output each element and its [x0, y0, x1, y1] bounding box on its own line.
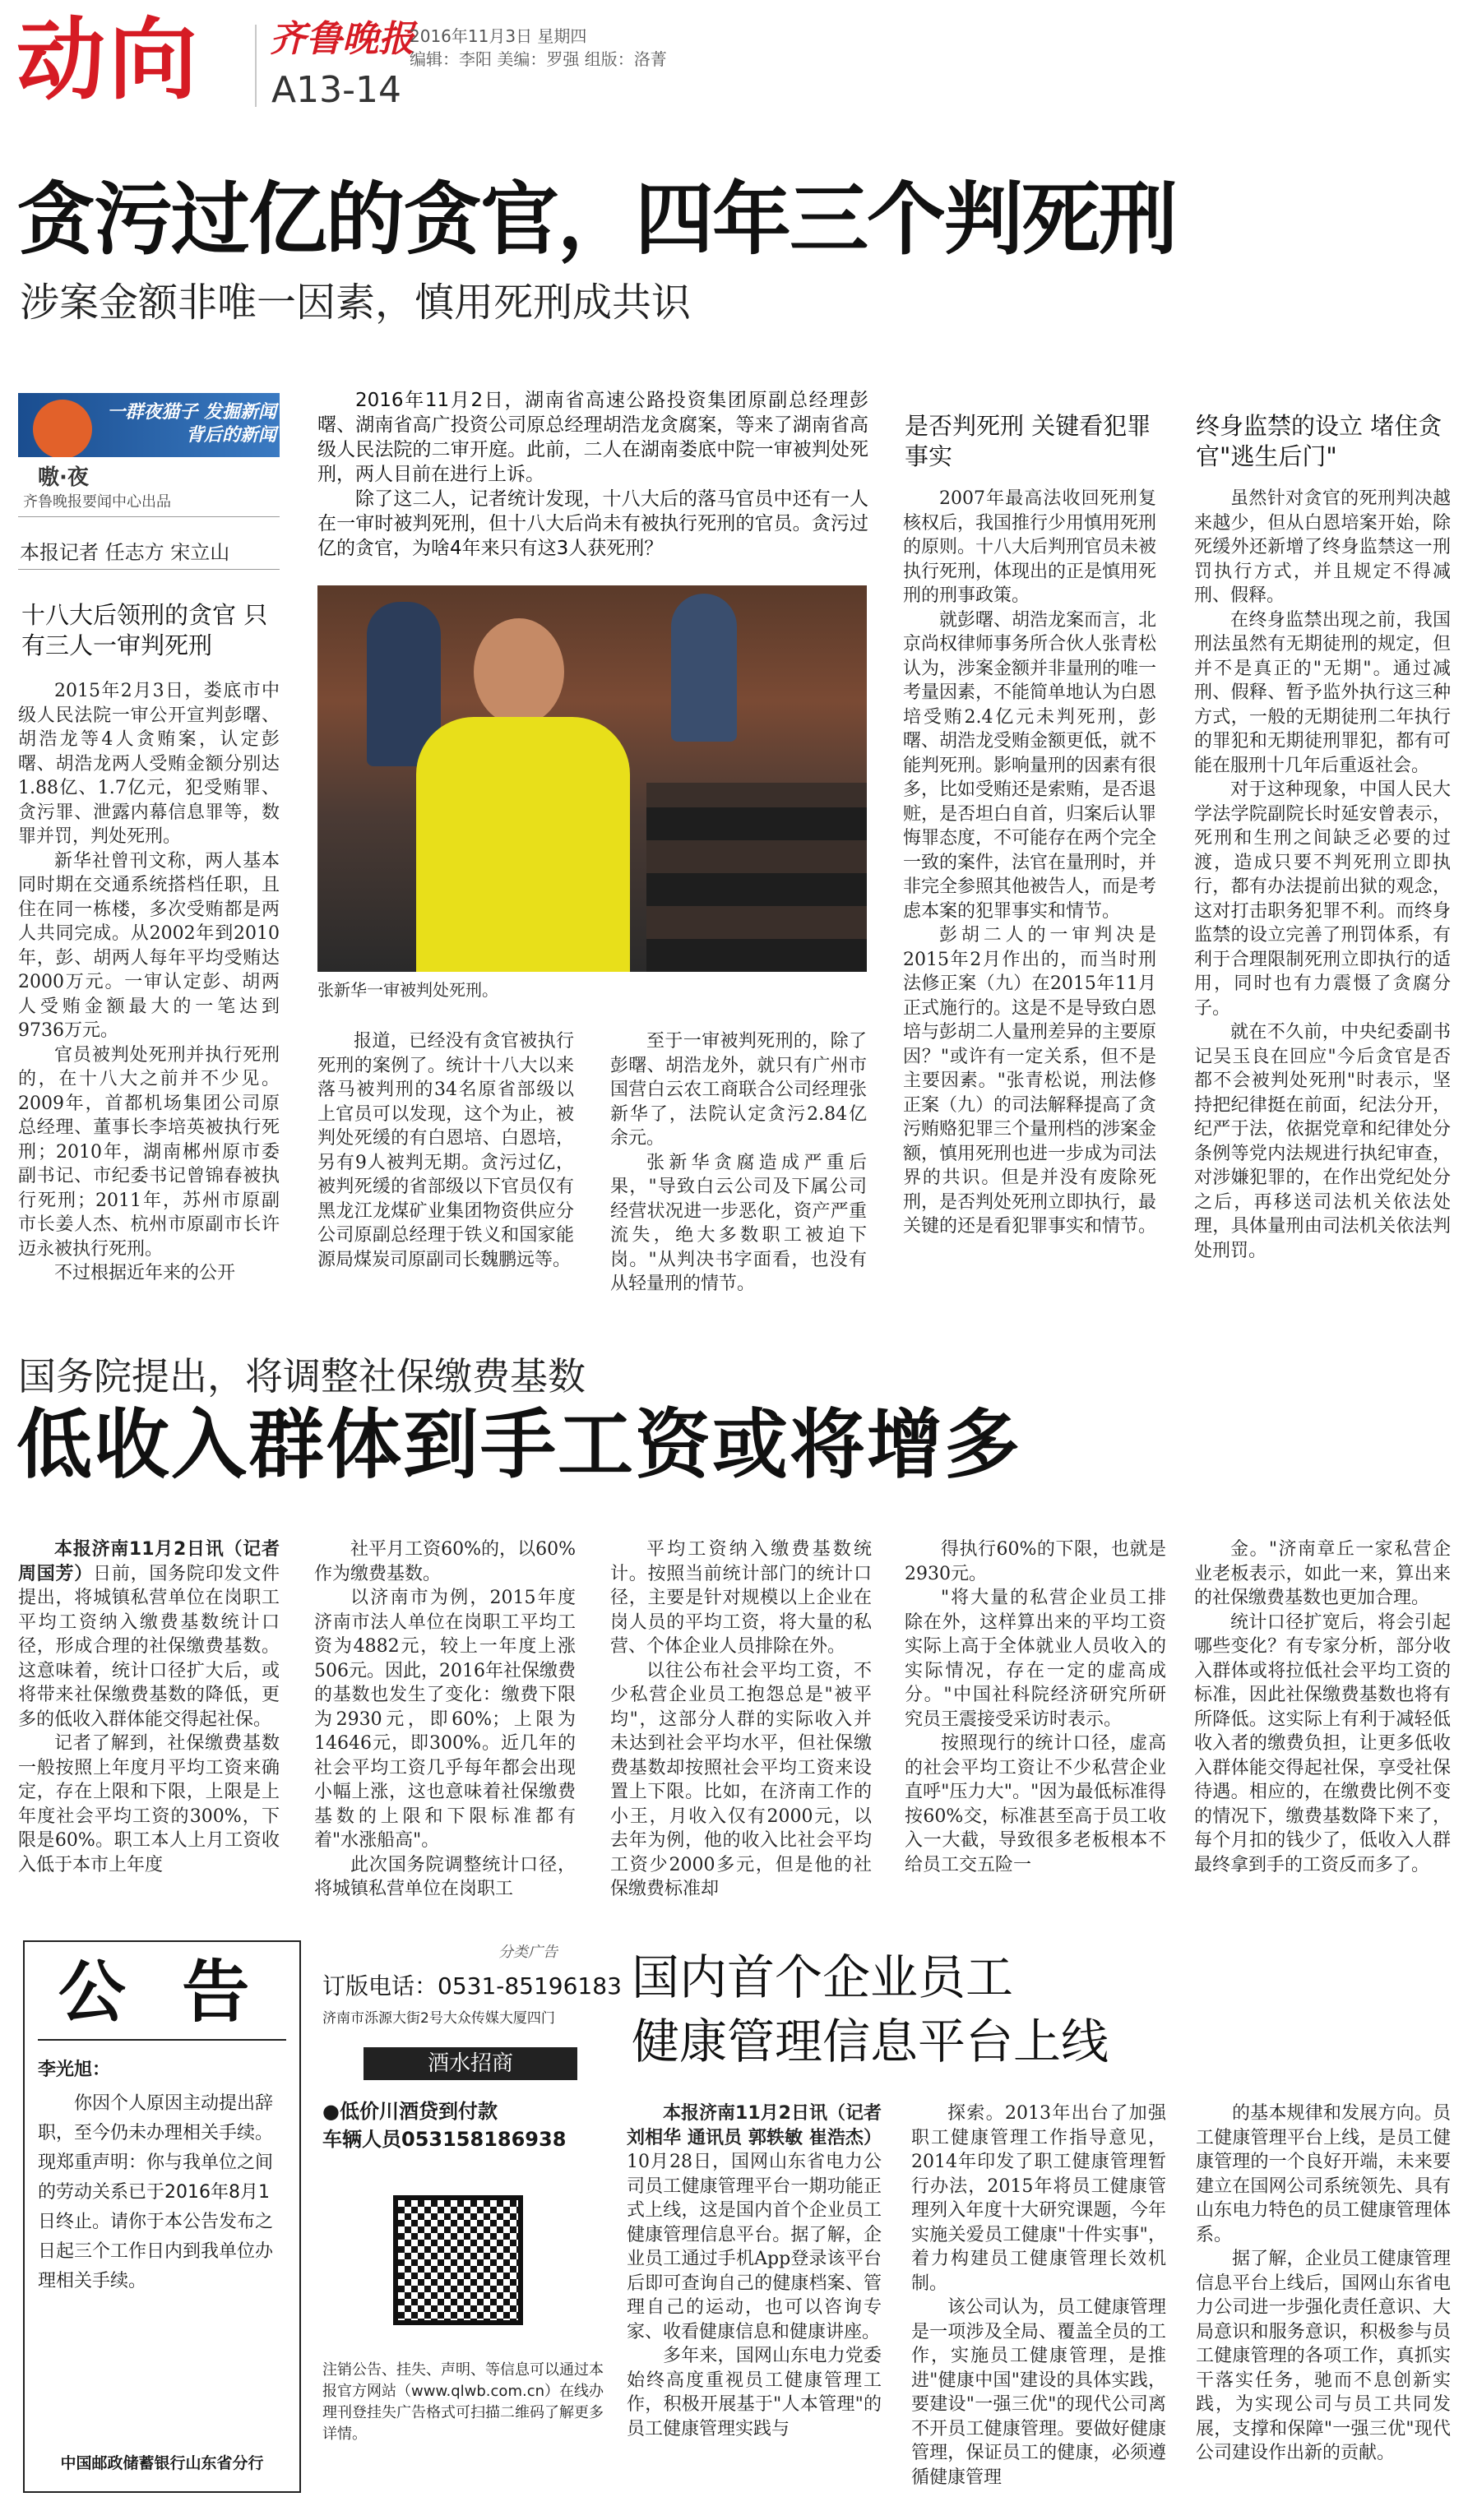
- notice-divider: [38, 2039, 286, 2041]
- guard-figure: [671, 594, 737, 742]
- yellow-vest: [416, 717, 630, 972]
- headline-3: 国内首个企业员工: [632, 1949, 1014, 2005]
- headline-2: 低收入群体到手工资或将增多: [16, 1401, 1022, 1489]
- notice-addressee: 李光旭：: [38, 2060, 111, 2080]
- notice-signer: 中国邮政储蓄银行山东省分行: [60, 2454, 264, 2472]
- photo-caption: 张新华一审被判处死刑。: [317, 980, 498, 1000]
- column-logo-banner: 一群夜猫子 发掘新闻背后的新闻: [107, 402, 276, 446]
- ad-item: ●低价川酒贷到付款: [322, 2100, 498, 2123]
- wolf-moon-icon: [33, 400, 92, 457]
- section-heading: 十八大后领刑的贪官 只有三人一审判死刑: [21, 601, 268, 659]
- article-column: 虽然针对贪官的死刑判决越来越少，但从白恩培案开始，除死缓外还新增了终身监禁这一刑罚执行方式，并且规定不得减刑、假释。 在终身监禁出现之前，我国刑法虽然有无期徒刑的规定，但并不是真正的"无期"。通过减刑、假释、暂予监外执行这三种方式，一般的无期徒刑二年执行的罪犯和无期徒刑罪犯，都有可能在服刑十几年后重返社会。 对于这种现象，中国人民大学法学院副院长时延安曾表示，死刑和生刑之间缺乏必要的过渡，造成只要不判死刑立即执行，都有办法提前出狱的观念，这对打击职务犯罪不利。而终身监禁的设立完善了刑罚体系，有利于合理限制死刑立即执行的适用，同时也有力震慑了贪腐分子。 就在不久前，中央纪委副书记吴玉良在回应"今后贪官是否都不会被判处死刑"时表示，坚持把纪律挺在前面，纪法分开，纪严于法，依据党章和纪律处分条例等党内法规进行执纪审查，对涉嫌犯罪的，在作出党纪处分之后，再移送司法机关依法处理，具体量刑由司法机关依法判处刑罚。: [1194, 488, 1451, 1261]
- divider-line: [18, 569, 280, 570]
- ad-address: 济南市泺源大街2号大众传媒大厦四门: [322, 2010, 555, 2027]
- article-column: 得执行60%的下限，也就是2930元。 "将大量的私营企业员工排除在外，这样算出来的平均工资实际上高于全体就业人员收入的实际情况，存在一定的虚高成分。"中国社科院经济研究所研究员王震接受采访时表示。 按照现行的统计口径，虚高的社会平均工资让不少私营企业直呼"压力大"。"因为最低标准得按60%交，标准甚至高于员工收入一大截，导致很多老板根本不给员工交五险一: [905, 1539, 1166, 1875]
- dateline: 本报济南11月2日讯（记者 刘相华 通讯员 郭轶敏 崔浩杰）: [627, 2103, 882, 2148]
- date-line: 2016年11月3日 星期四: [410, 26, 587, 46]
- newspaper-logo: 齐鲁晚报: [270, 18, 414, 60]
- section-title: 动向: [16, 9, 201, 112]
- article-column: 本报济南11月2日讯（记者 周国芳）日前，国务院印发文件提出，将城镇私营单位在岗职工平均工资纳入缴费基数统计口径，形成合理的社保缴费基数。这意味着，统计口径扩大后，或将带来社保缴费基数的降低，更多的低收入群体能交得起社保。 记者了解到，社保缴费基数一般按照上年度月平均工资来确定，存在上限和下限，上限是上年度社会平均工资的300%，下限是60%。职工本人上月工资收入低于本市上年度: [18, 1539, 280, 1875]
- defendant-head: [474, 618, 564, 725]
- notice-body: 你因个人原因主动提出辞职，至今仍未办理相关手续。现郑重声明：你与我单位之间的劳动关系已于2016年8月1日终止。请你于本公告发布之日起三个工作日内到我单位办理相关手续。: [38, 2093, 274, 2291]
- article-column: 2007年最高法收回死刑复核权后，我国推行少用慎用死刑的原则。十八大后判刑官员未被执行死刑，体现出的正是慎用死刑的刑事政策。 就彭曙、胡浩龙案而言，北京尚权律师事务所合伙人张青松认为，涉案金额并非量刑的唯一考量因素，不能简单地认为白恩培受贿2.4亿元未判死刑，彭曙、胡浩龙受贿金额更低，就不能判死刑。影响量刑的因素有很多，比如受贿还是索贿，是否退赃，是否坦白自首，归案后认罪悔罪态度，不可能存在两个完全一致的案件，法官在量刑时，并非完全参照其他被告人，而是考虑本案的犯罪事实和情节。 彭胡二人的一审判决是2015年2月作出的，而当时刑法修正案（九）在2015年11月正式施行的。这是不是导致白恩培与彭胡二人量刑差异的主要原因？"或许有一定关系，但不是主要因素。"张青松说，刑法修正案（九）的司法解释提高了贪污贿赂犯罪三个量刑档的涉案金额，慎用死刑也进一步成为司法界的共识。但是并没有废除死刑，是否判处死刑立即执行，最关键的还是看犯罪事实和情节。: [903, 488, 1156, 1237]
- page-number: A13-14: [271, 69, 401, 111]
- court-photo: [317, 585, 867, 972]
- qr-code-icon[interactable]: [393, 2195, 523, 2325]
- section-heading: 是否判死刑 关键看犯罪事实: [905, 412, 1151, 470]
- subheadline-1: 涉案金额非唯一因素，慎用死刑成共识: [20, 280, 692, 326]
- headline-1: 贪污过亿的贪官，四年三个判死刑: [16, 173, 1176, 266]
- ad-phone: 订版电话：0531-85196183: [322, 1972, 622, 2000]
- ad-box: [317, 1940, 622, 2493]
- kicker: 国务院提出，将调整社保缴费基数: [18, 1354, 586, 1399]
- article-column: 的基本规律和发展方向。员工健康管理平台上线，是员工健康管理的一个良好开端，未来要建立在国网公司系统领先、具有山东电力特色的员工健康管理体系。 据了解，企业员工健康管理信息平台上线后，国网山东省电力公司进一步强化责任意识、大局意识和服务意识，积极参与员工健康管理的各项工作，真抓实干落实任务，驰而不息创新实践，为实现公司与员工共同发展，支撑和保障"一强三优"现代公司建设作出新的贡献。: [1196, 2103, 1451, 2463]
- dateline: 本报济南11月2日讯（记者 周国芳）: [18, 1539, 280, 1584]
- article-column: 报道，已经没有贪官被执行死刑的案例了。统计十八大以来落马被判刑的34名原省部级以上官员可以发现，这个为止，被判处死缓的有白恩培、白恩培，另有9人被判无期。贪污过亿，被判死缓的省部级以下官员仅有黑龙江龙煤矿业集团物资供应分公司原副总经理于铁义和国家能源局煤炭司原副司长魏鹏远等。: [317, 1031, 574, 1270]
- column-logo: [18, 393, 280, 457]
- article-column: 至于一审被判死刑的，除了彭曙、胡浩龙外，就只有广州市国营白云农工商联合公司经理张新华了，法院认定贪污2.84亿余元。 张新华贪腐造成严重后果，"导致白云公司及下属公司经营状况进一步恶化，资产严重流失，绝大多数职工被迫下岗。"从判决书字面看，也没有从轻量刑的情节。: [610, 1031, 867, 1294]
- article-column: 本报济南11月2日讯（记者 刘相华 通讯员 郭轶敏 崔浩杰）10月28日，国网山东省电力公司员工健康管理平台一期功能正式上线，这是国内首个企业员工健康管理信息平台。据了解，企业员工通过手机App登录该平台后即可查询自己的健康档案、管理自己的运动，也可以咨询专家、收看健康信息和健康讲座。 多年来，国网山东电力党委始终高度重视员工健康管理工作，积极开展基于"人本管理"的员工健康管理实践与: [627, 2103, 882, 2439]
- column-logo-org: 齐鲁晚报要闻中心出品: [23, 493, 171, 511]
- column-logo-name: 嗷·夜: [38, 465, 89, 490]
- editor-line: 编辑：李阳 美编：罗强 组版：洛菁: [410, 49, 667, 69]
- section-heading: 终身监禁的设立 堵住贪官"逃生后门": [1196, 412, 1443, 470]
- article-column: 探索。2013年出台了加强职工健康管理工作指导意见，2014年印发了职工健康管理暂行办法，2015年将员工健康管理列入年度十大研究课题，今年实施关爱员工健康"十件实事"，着力构建员工健康管理长效机制。 该公司认为，员工健康管理是一项涉及全局、覆盖全员的工作，实施员工健康管理，是推进"健康中国"建设的具体实践，要建设"一强三优"的现代公司离不开员工健康管理。要做好健康管理，保证员工的健康，必须遵循健康管理: [911, 2103, 1166, 2488]
- ad-footer: 注销公告、挂失、声明、等信息可以通过本报官方网站（www.qlwb.com.cn）在线办理刊登挂失广告格式可扫描二维码了解更多详情。: [322, 2361, 604, 2443]
- header-divider: [255, 25, 257, 107]
- article-column: 平均工资纳入缴费基数统计。按照当前统计部门的统计口径，主要是针对规模以上企业在岗人员的平均工资，将大量的私营、个体企业人员排除在外。 以往公布社会平均工资，不少私营企业员工抱怨总是"被平均"，这部分人群的实际收入并未达到社会平均水平，但社保缴费基数却按照社会平均工资来设置上下限。比如，在济南工作的小王，月收入仅有2000元，以去年为例，他的收入比社会平均工资少2000多元，但是他的社保缴费标准却: [610, 1539, 872, 1899]
- article-column: 2015年2月3日，娄底市中级人民法院一审公开宣判彭曙、胡浩龙等4人贪贿案，认定彭曙、胡浩龙两人受贿金额分别达1.88亿、1.7亿元，犯受贿罪、贪污罪、泄露内幕信息罪等，数罪并罚，判处死刑。 新华社曾刊文称，两人基本同时期在交通系统搭档任职，且住在同一栋楼，多次受贿都是两人共同完成。从2002年到2010年，彭、胡两人每年平均受贿达2000万元。一审认定彭、胡两人受贿金额最大的一笔达到9736万元。 官员被判处死刑并执行死刑的，在十八大之前并不少见。2009年，首都机场集团公司原总经理、董事长李培英被执行死刑；2010年，湖南郴州原市委副书记、市纪委书记曾锦春被执行死刑；2011年，苏州市原副市长姜人杰、杭州市原副市长许迈永被执行死刑。 不过根据近年来的公开: [18, 681, 280, 1283]
- ad-contact: 车辆人员053158186938: [322, 2128, 567, 2151]
- lead-paragraph: 2016年11月2日，湖南省高速公路投资集团原副总经理彭曙、湖南省高广投资公司原总经理胡浩龙贪腐案，等来了湖南省高级人民法院的二审开庭。此前，二人在湖南娄底中院一审被判处死刑，两人目前在进行上诉。 除了这二人，记者统计发现，十八大后的落马官员中还有一人在一审时被判死刑，但十八大后尚未有被执行死刑的官员。贪污过亿的贪官，为啥4年来只有这3人获死刑？: [317, 390, 868, 559]
- article-column: 社平月工资60%的，以60%作为缴费基数。 以济南市为例，2015年度济南市法人单位在岗职工平均工资为4882元，较上一年度上涨506元。因此，2016年社保缴费的基数也发生了变化：缴费下限为2930元，即60%；上限为14646元，即300%。近几年的社会平均工资几乎每年都会出现小幅上涨，这也意味着社保缴费基数的上限和下限标准都有着"水涨船高"。 此次国务院调整统计口径，将城镇私营单位在岗职工: [314, 1539, 576, 1899]
- courtroom-seats: [646, 783, 867, 972]
- ad-category: 酒水招商: [364, 2047, 577, 2080]
- notice-box: [23, 1940, 301, 2493]
- byline: 本报记者 任志方 宋立山: [20, 541, 230, 564]
- ad-tag: 分类广告: [498, 1944, 558, 1961]
- headline-3: 健康管理信息平台上线: [632, 2014, 1109, 2069]
- notice-title: 公 告: [58, 1954, 266, 2032]
- divider-line: [18, 516, 280, 517]
- article-column: 金。"济南章丘一家私营企业老板表示，如此一来，算出来的社保缴费基数也更加合理。 统计口径扩宽后，将会引起哪些变化？有专家分析，部分收入群体或将拉低社会平均工资的标准，因此社保缴费基数也将有所降低。这实际上有利于减轻低收入者的缴费负担，让更多低收入群体能交得起社保，享受社保待遇。相应的，在缴费比例不变的情况下，缴费基数降下来了，每个月扣的钱少了，低收入人群最终拿到手的工资反而多了。: [1194, 1539, 1451, 1875]
